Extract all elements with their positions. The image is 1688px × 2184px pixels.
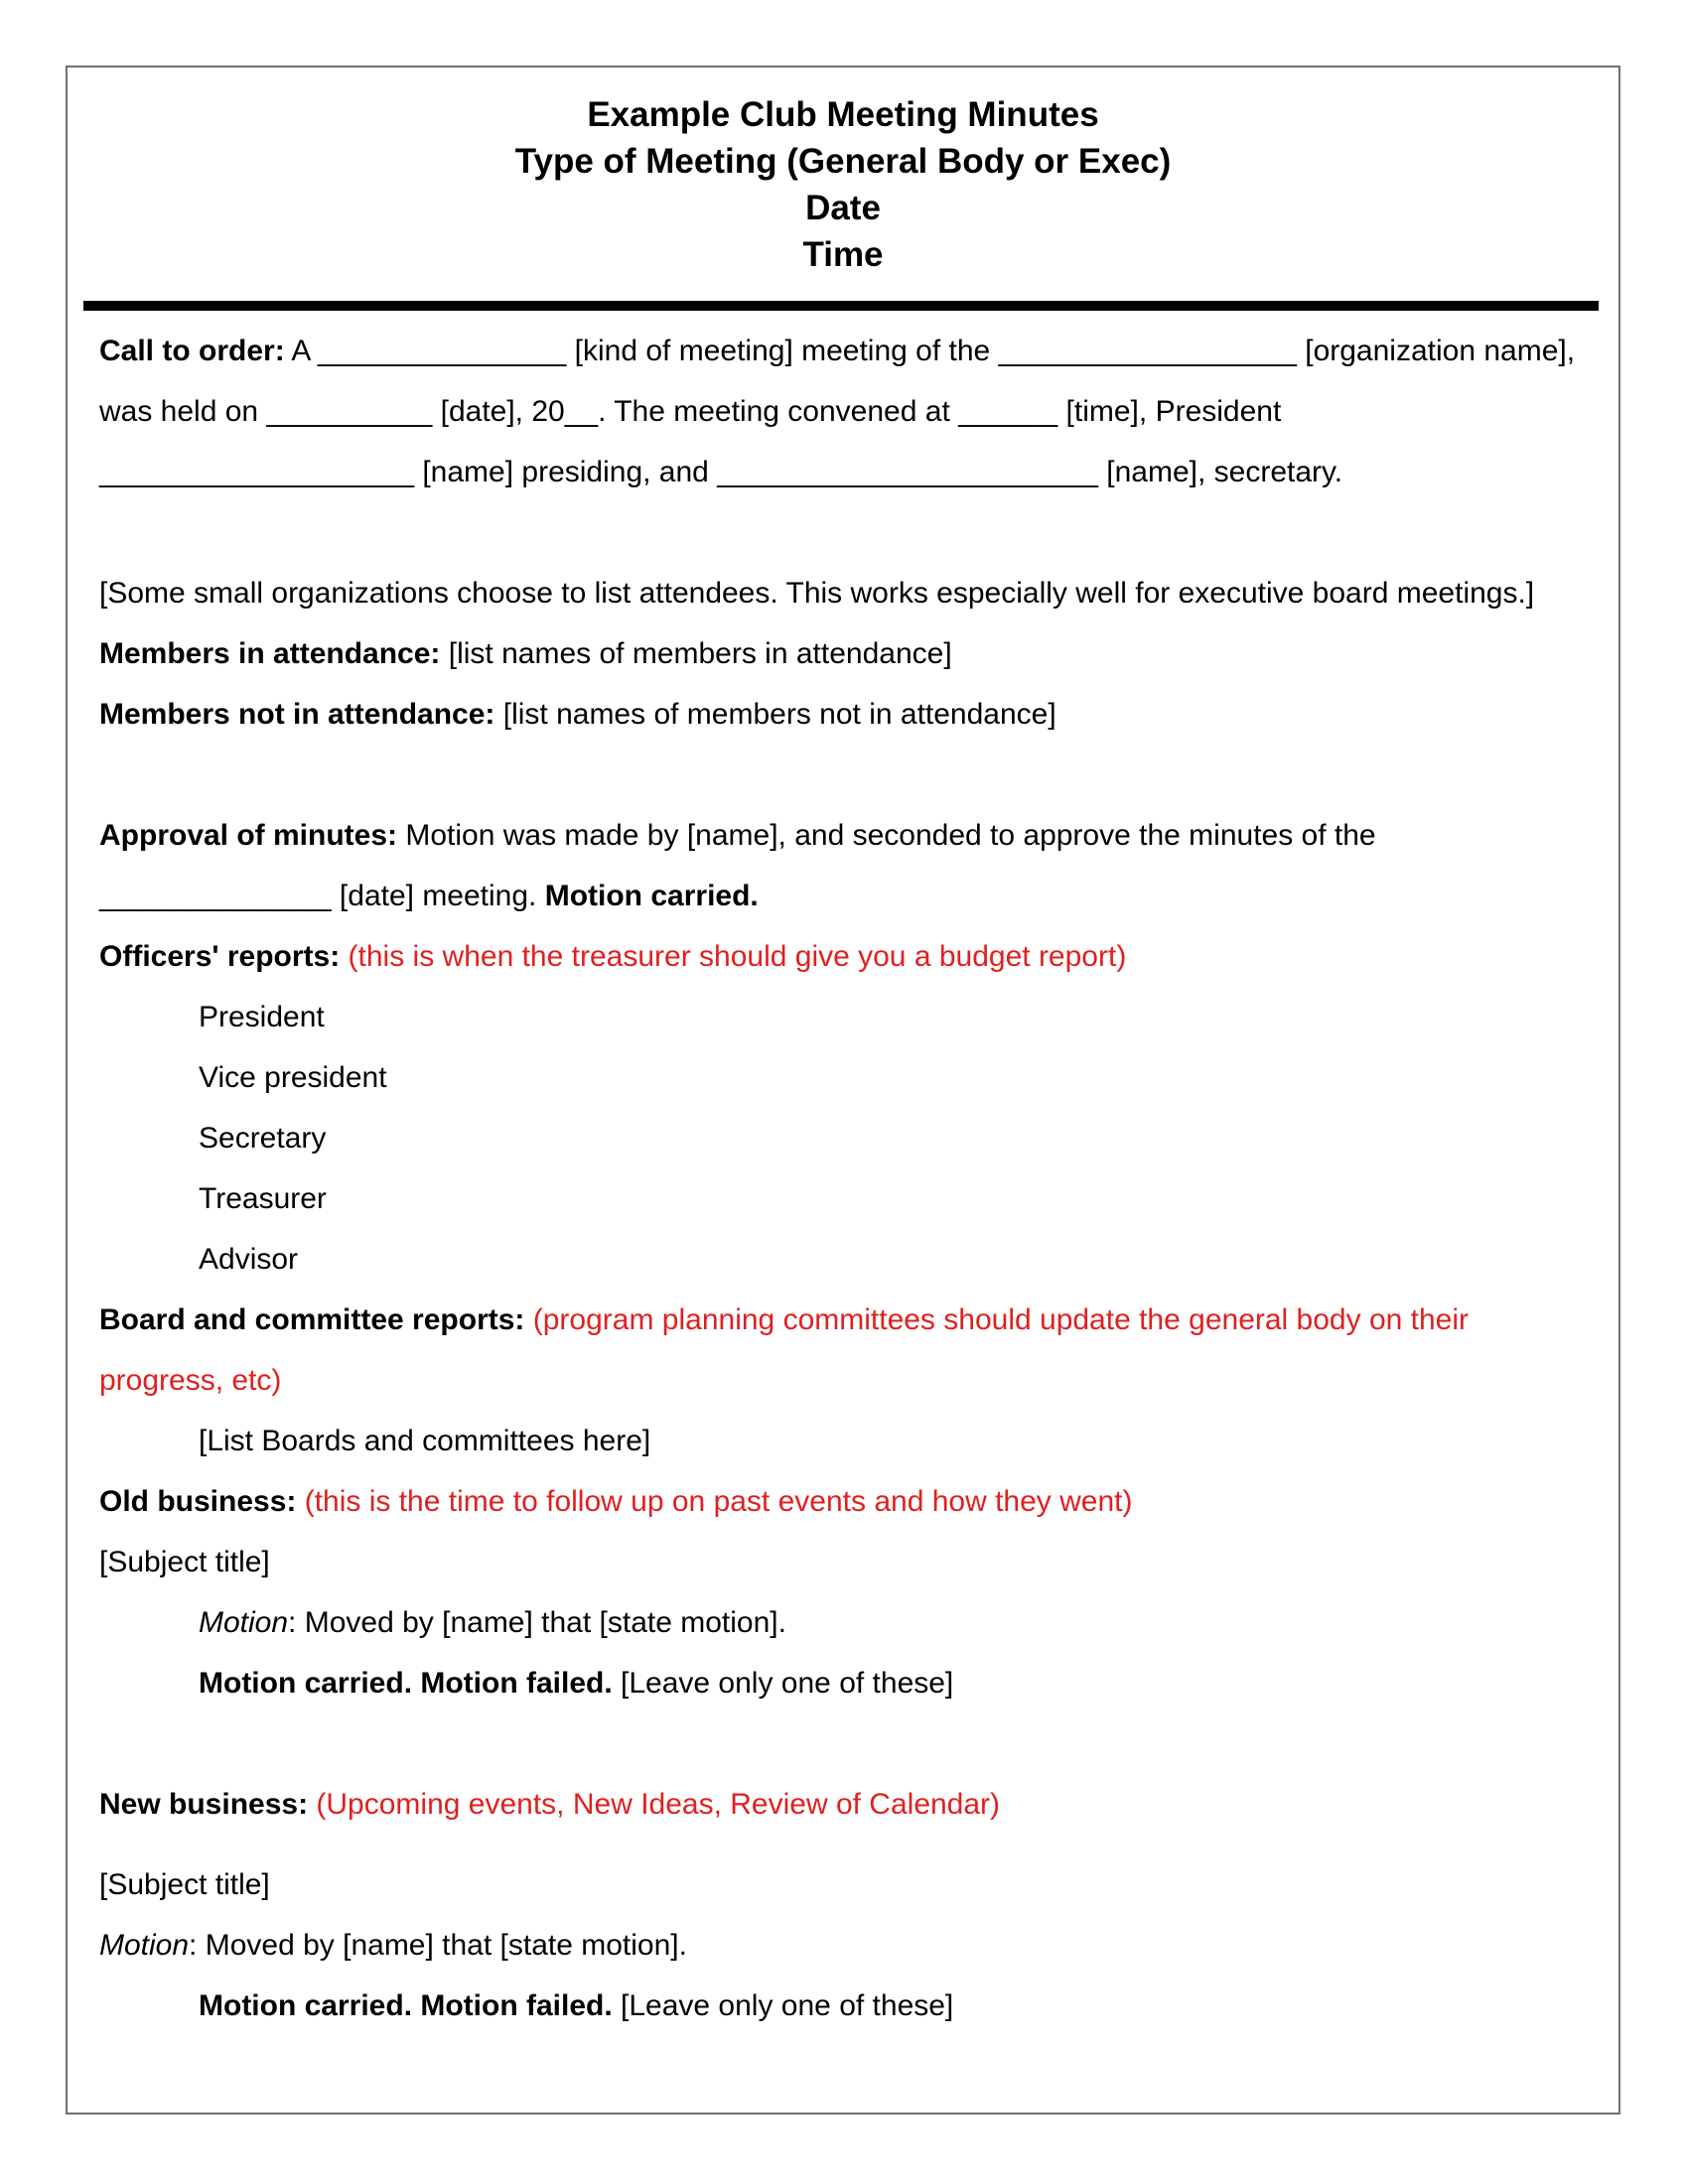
approval-line-1 [99,805,1589,866]
officer-item: Treasurer [199,1182,327,1215]
officer-item: President [199,1001,325,1033]
new-business-result [99,1976,1589,2036]
new-business-motion-text: : Moved by [name] that [state motion]. [189,1929,687,1962]
committee-label: Board and committee reports: [99,1303,525,1336]
committee-placeholder: [List Boards and committees here] [199,1425,651,1457]
approval-text-2: ______________ [date] meeting. [99,880,545,912]
new-business-motion [99,1915,1589,1976]
officers-note: (this is when the treasurer should give you a budget report) [340,940,1127,973]
old-business-heading [99,1471,1589,1532]
new-business-heading [99,1774,1589,1835]
officers-label: Officers' reports: [99,940,341,973]
call-to-order-line-1 [99,321,1589,381]
approval-label: Approval of minutes: [99,819,398,852]
new-business-motion-label: Motion [99,1929,190,1962]
document-title: Example Club Meeting Minutes [587,95,1099,134]
attendees-note: [Some small organizations choose to list attendees. This works especially well for executive board meetings.] [99,577,1535,610]
members-absent-text: [list names of members not in attendance] [494,698,1056,731]
members-present-text: [list names of members in attendance] [440,637,952,670]
old-business-motion-label: Motion [199,1606,289,1639]
members-absent-label: Members not in attendance: [99,698,495,731]
approval-text-1: Motion was made by [name], and seconded to approve the minutes of the [397,819,1376,852]
minutes-body [99,321,1589,2036]
old-business-result [99,1653,1589,1713]
new-business-label: New business: [99,1788,309,1821]
call-to-order-label: Call to order: [99,335,285,367]
call-to-order-line-2: was held on __________ [date], 20__. The meeting convened at ______ [time], President [99,395,1282,428]
call-to-order-text-1: A _______________ [kind of meeting] meeting of the __________________ [organization name], [284,335,1576,367]
old-business-label: Old business: [99,1485,297,1518]
meeting-time: Time [802,235,884,274]
meeting-type: Type of Meeting (General Body or Exec) [514,142,1172,181]
old-business-motion [99,1592,1589,1653]
old-business-motion-text: : Moved by [name] that [state motion]. [288,1606,786,1639]
officer-item: Vice president [199,1061,387,1094]
members-absent [99,684,1589,745]
old-business-note: (this is the time to follow up on past events and how they went) [296,1485,1133,1518]
old-business-subject: [Subject title] [99,1546,270,1578]
officer-item: Advisor [199,1243,299,1276]
committee-reports-line-1 [99,1290,1589,1350]
call-to-order-line-3: ___________________ [name] presiding, and _______________________ [name], secretary. [99,456,1343,488]
members-present-label: Members in attendance: [99,637,441,670]
committee-note-2: progress, etc) [99,1364,282,1397]
new-business-subject: [Subject title] [99,1868,270,1901]
committee-note-1: (program planning committees should update the general body on their [524,1303,1470,1336]
spacer [99,1835,1589,1854]
approval-result: Motion carried. [544,880,759,912]
officer-item: Secretary [199,1122,327,1155]
new-business-result-label: Motion carried. Motion failed. [199,1989,613,2022]
meeting-date: Date [805,189,881,227]
old-business-result-note: [Leave only one of these] [612,1667,954,1700]
new-business-note: (Upcoming events, New Ideas, Review of Calendar) [308,1788,1001,1821]
members-present [99,623,1589,684]
spacer [99,745,1589,805]
old-business-result-label: Motion carried. Motion failed. [199,1667,613,1700]
spacer [99,1713,1589,1774]
new-business-result-note: [Leave only one of these] [612,1989,954,2022]
officers-reports [99,926,1589,987]
spacer [99,502,1589,563]
header-divider [83,301,1599,311]
document-header [66,91,1620,278]
approval-line-2 [99,866,1589,926]
